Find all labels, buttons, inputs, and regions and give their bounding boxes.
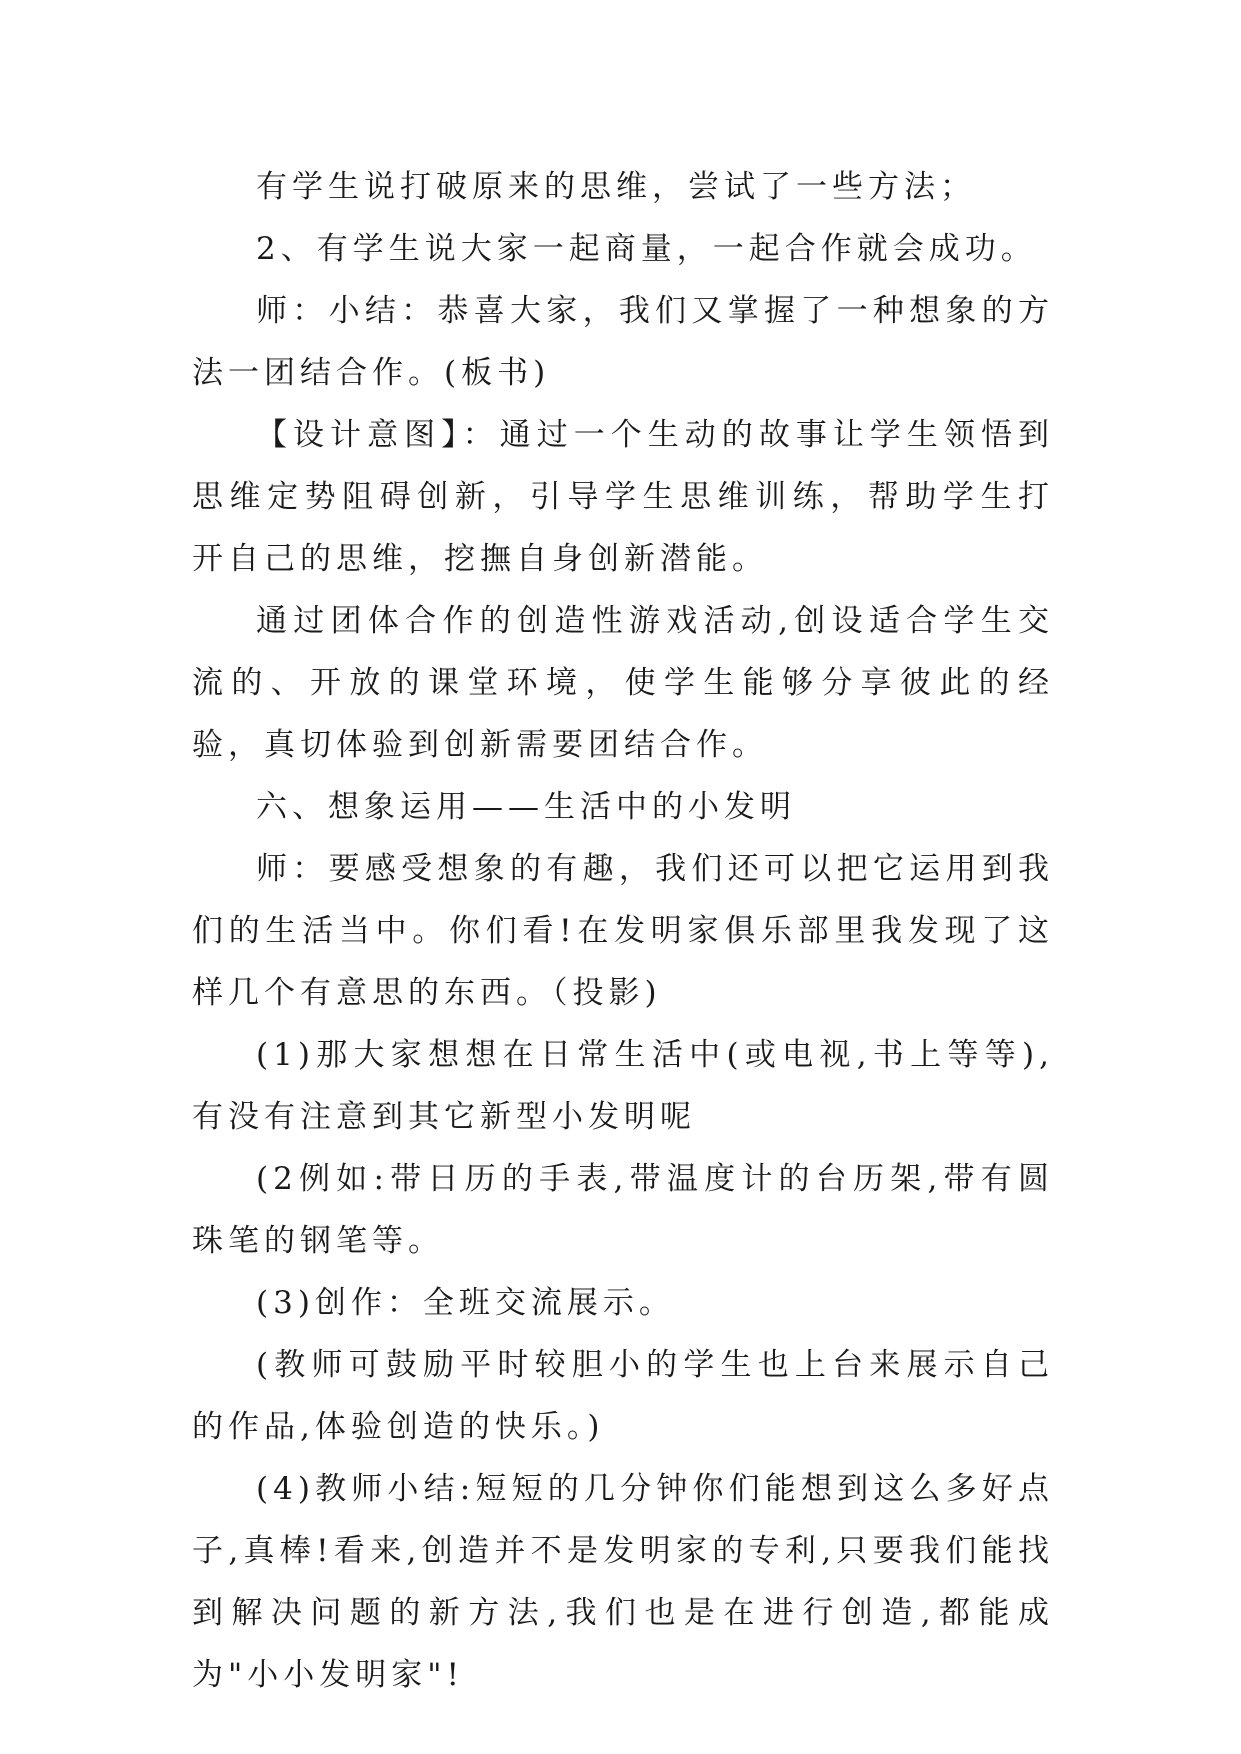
paragraph-1: 有学生说打破原来的思维，尝试了一些方法； <box>256 169 976 205</box>
paragraph-4: 【设计意图】：通过一个生动的故事让学生领悟到思维定势阻碍创新，引导学生思维训练，帮助学生打开自己的思维，挖撫自身创新潜能。 <box>192 417 1054 577</box>
paragraph-7: 师：要感受想象的有趣，我们还可以把它运用到我们的生活当中。你们看!在发明家俱乐部里我发现了这样几个有意思的东西。（投影) <box>192 851 1054 1011</box>
paragraph-8: (1)那大家想想在日常生活中(或电视,书上等等),有没有注意到其它新型小发明呢 <box>192 1037 1054 1135</box>
document-body <box>192 156 1054 1706</box>
section-heading: 六、想象运用——生活中的小发明 <box>256 789 796 825</box>
paragraph-3: 师：小结：恭喜大家，我们又掌握了一种想象的方法一团结合作。(板书) <box>192 293 1054 391</box>
paragraph-9: (2例如:带日历的手表,带温度计的台历架,带有圆珠笔的钢笔等。 <box>192 1161 1054 1259</box>
paragraph-5: 通过团体合作的创造性游戏活动,创设适合学生交流的、开放的课堂环境，使学生能够分享彼此的经验，真切体验到创新需要团结合作。 <box>192 603 1054 763</box>
paragraph-2: 2、有学生说大家一起商量，一起合作就会成功。 <box>256 231 1037 267</box>
paragraph-11: (教师可鼓励平时较胆小的学生也上台来展示自己的作品,体验创造的快乐。) <box>192 1347 1054 1445</box>
paragraph-10: (3)创作：全班交流展示。 <box>256 1285 675 1321</box>
paragraph-12: (4)教师小结:短短的几分钟你们能想到这么多好点子,真棒!看来,创造并不是发明家的专利,只要我们能找到解决问题的新方法,我们也是在进行创造,都能成为"小小发明家"! <box>192 1471 1054 1693</box>
